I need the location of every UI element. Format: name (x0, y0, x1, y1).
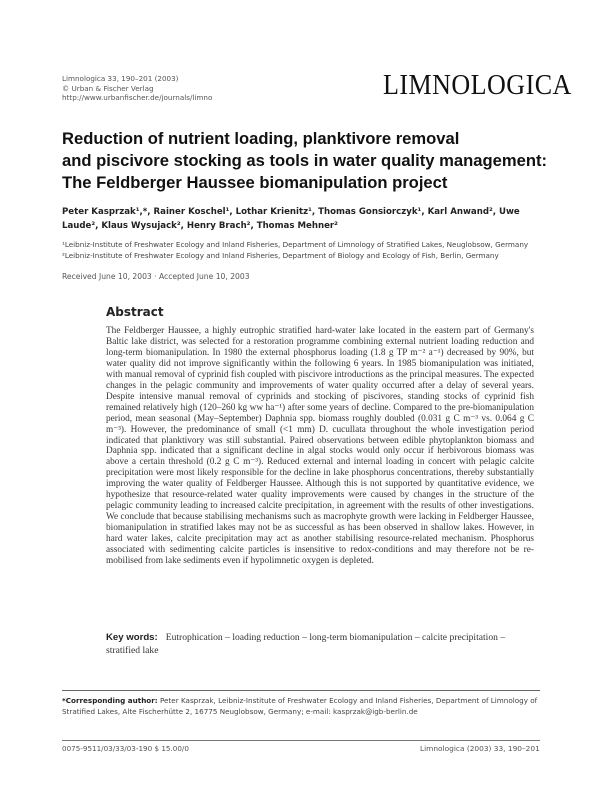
title-line-2: and piscivore stocking as tools in water quality management: (62, 151, 548, 170)
received-dates: Received June 10, 2003 · Accepted June 10, 2003 (62, 272, 250, 281)
author-list: Peter Kasprzak¹,*, Rainer Koschel¹, Lothar Krienitz¹, Thomas Gonsiorczyk¹, Karl Anwand², Uwe Laude², Klaus Wysujack², Henry Brach², Thomas Mehner² (62, 207, 520, 231)
footer-issn: 0075-9511/03/33/03-190 $ 15.00/0 (62, 744, 189, 753)
keywords-text: Eutrophication – loading reduction – long-term biomanipulation – calcite precipitation – stratified lake (106, 632, 506, 656)
footnote-label: *Corresponding author: (62, 696, 158, 705)
title-line-3: The Feldberger Haussee biomanipulation project (62, 173, 448, 192)
journal-citation: Limnologica 33, 190–201 (2003) (62, 74, 179, 83)
abstract-heading: Abstract (106, 305, 164, 319)
journal-logo: LIMNOLOGICA (383, 70, 572, 101)
title-line-1: Reduction of nutrient loading, planktivore removal (62, 129, 460, 148)
footer-citation: Limnologica (2003) 33, 190–201 (420, 744, 540, 753)
journal-url[interactable]: http://www.urbanfischer.de/journals/limno (62, 93, 213, 103)
affiliations (62, 240, 542, 261)
article-title (62, 128, 548, 194)
keywords-label: Key words: (106, 632, 158, 643)
publisher-line: © Urban & Fischer Verlag (62, 83, 154, 93)
footnote-divider (62, 690, 540, 691)
corresponding-author-note (62, 696, 540, 717)
keywords (106, 632, 536, 657)
footer-divider (62, 740, 540, 741)
journal-meta (62, 74, 212, 103)
affiliation-1: ¹Leibniz-Institute of Freshwater Ecology and Inland Fisheries, Department of Limnology of Stratified Lakes, Neuglobsow, Germany (62, 240, 529, 249)
abstract-text: The Feldberger Haussee, a highly eutrophic stratified hard-water lake located in the eastern part of Germany's Baltic lake district, was selected for a restoration programme combining external nutrient loading reduction and long-term biomanipulation. In 1980 the external phosphorus loading (1.8 g TP m⁻² a⁻¹) decreased by 90%, but water quality did not improve significantly within the following 6 years. In 1985 biomanipulation was initiated, with manual removal of cyprinid fish coupled with piscivore introductions as the principal measures. The expected changes in the pelagic community and improvements of water quality occurred after a delay of several years. Despite intensive manual removal of cyprinids and stocking of piscivores, standing stocks of cyprinid fish remained relatively high (120–260 kg ww ha⁻¹) after some years of decline. Compared to the pre-biomanipulation period, mean seasonal (May–September) Daphnia spp. biomass roughly doubled (0.031 g C m⁻³ vs. 0.064 g C m⁻³). However, the predominance of small (<1 mm) D. cucullata throughout the whole investigation period indicated that planktivory was still substantial. Paired observations between edible phytoplankton biomass and Daphnia spp. indicated that a significant decline in algal stocks would only occur if herbivorous biomass was above a certain threshold (0.2 g C m⁻³). Reduced external and internal loading in concert with pelagic calcite precipitation were most likely responsible for the decline in lake phosphorus concentrations, thereby substantially improving the water quality of Feldberger Haussee. Although this is not supported by quantitative evidence, we hypothesize that resource-related water quality improvements were caused by changes in the structure of the pelagic community leading to increased calcite precipitation, in agreement with the results of other investigations. We conclude that because stabilising mechanisms such as macrophyte growth were lacking in Feldberger Haussee, biomanipulation in stratified lakes may not be as successful as has been observed in shallow lakes. However, in hard water lakes, calcite precipitation may act as another stabilising resource-related mechanism. Phosphorus associated with sedimenting calcite particles is insensitive to redox-conditions and may therefore not be re-mobilised from lake sediments even if hypolimnetic oxygen is depleted. (106, 326, 534, 567)
footnote-text: Peter Kasprzak, Leibniz-Institute of Freshwater Ecology and Inland Fisheries, Department of Limnology of Stratified Lakes, Alte Fischerhütte 2, 16775 Neuglobsow, Germany; e-mail: kasprzak@igb-berlin.de (62, 696, 538, 716)
affiliation-2: ²Leibniz-Institute of Freshwater Ecology and Inland Fisheries, Department of Biology and Ecology of Fish, Berlin, Germany (62, 250, 499, 260)
